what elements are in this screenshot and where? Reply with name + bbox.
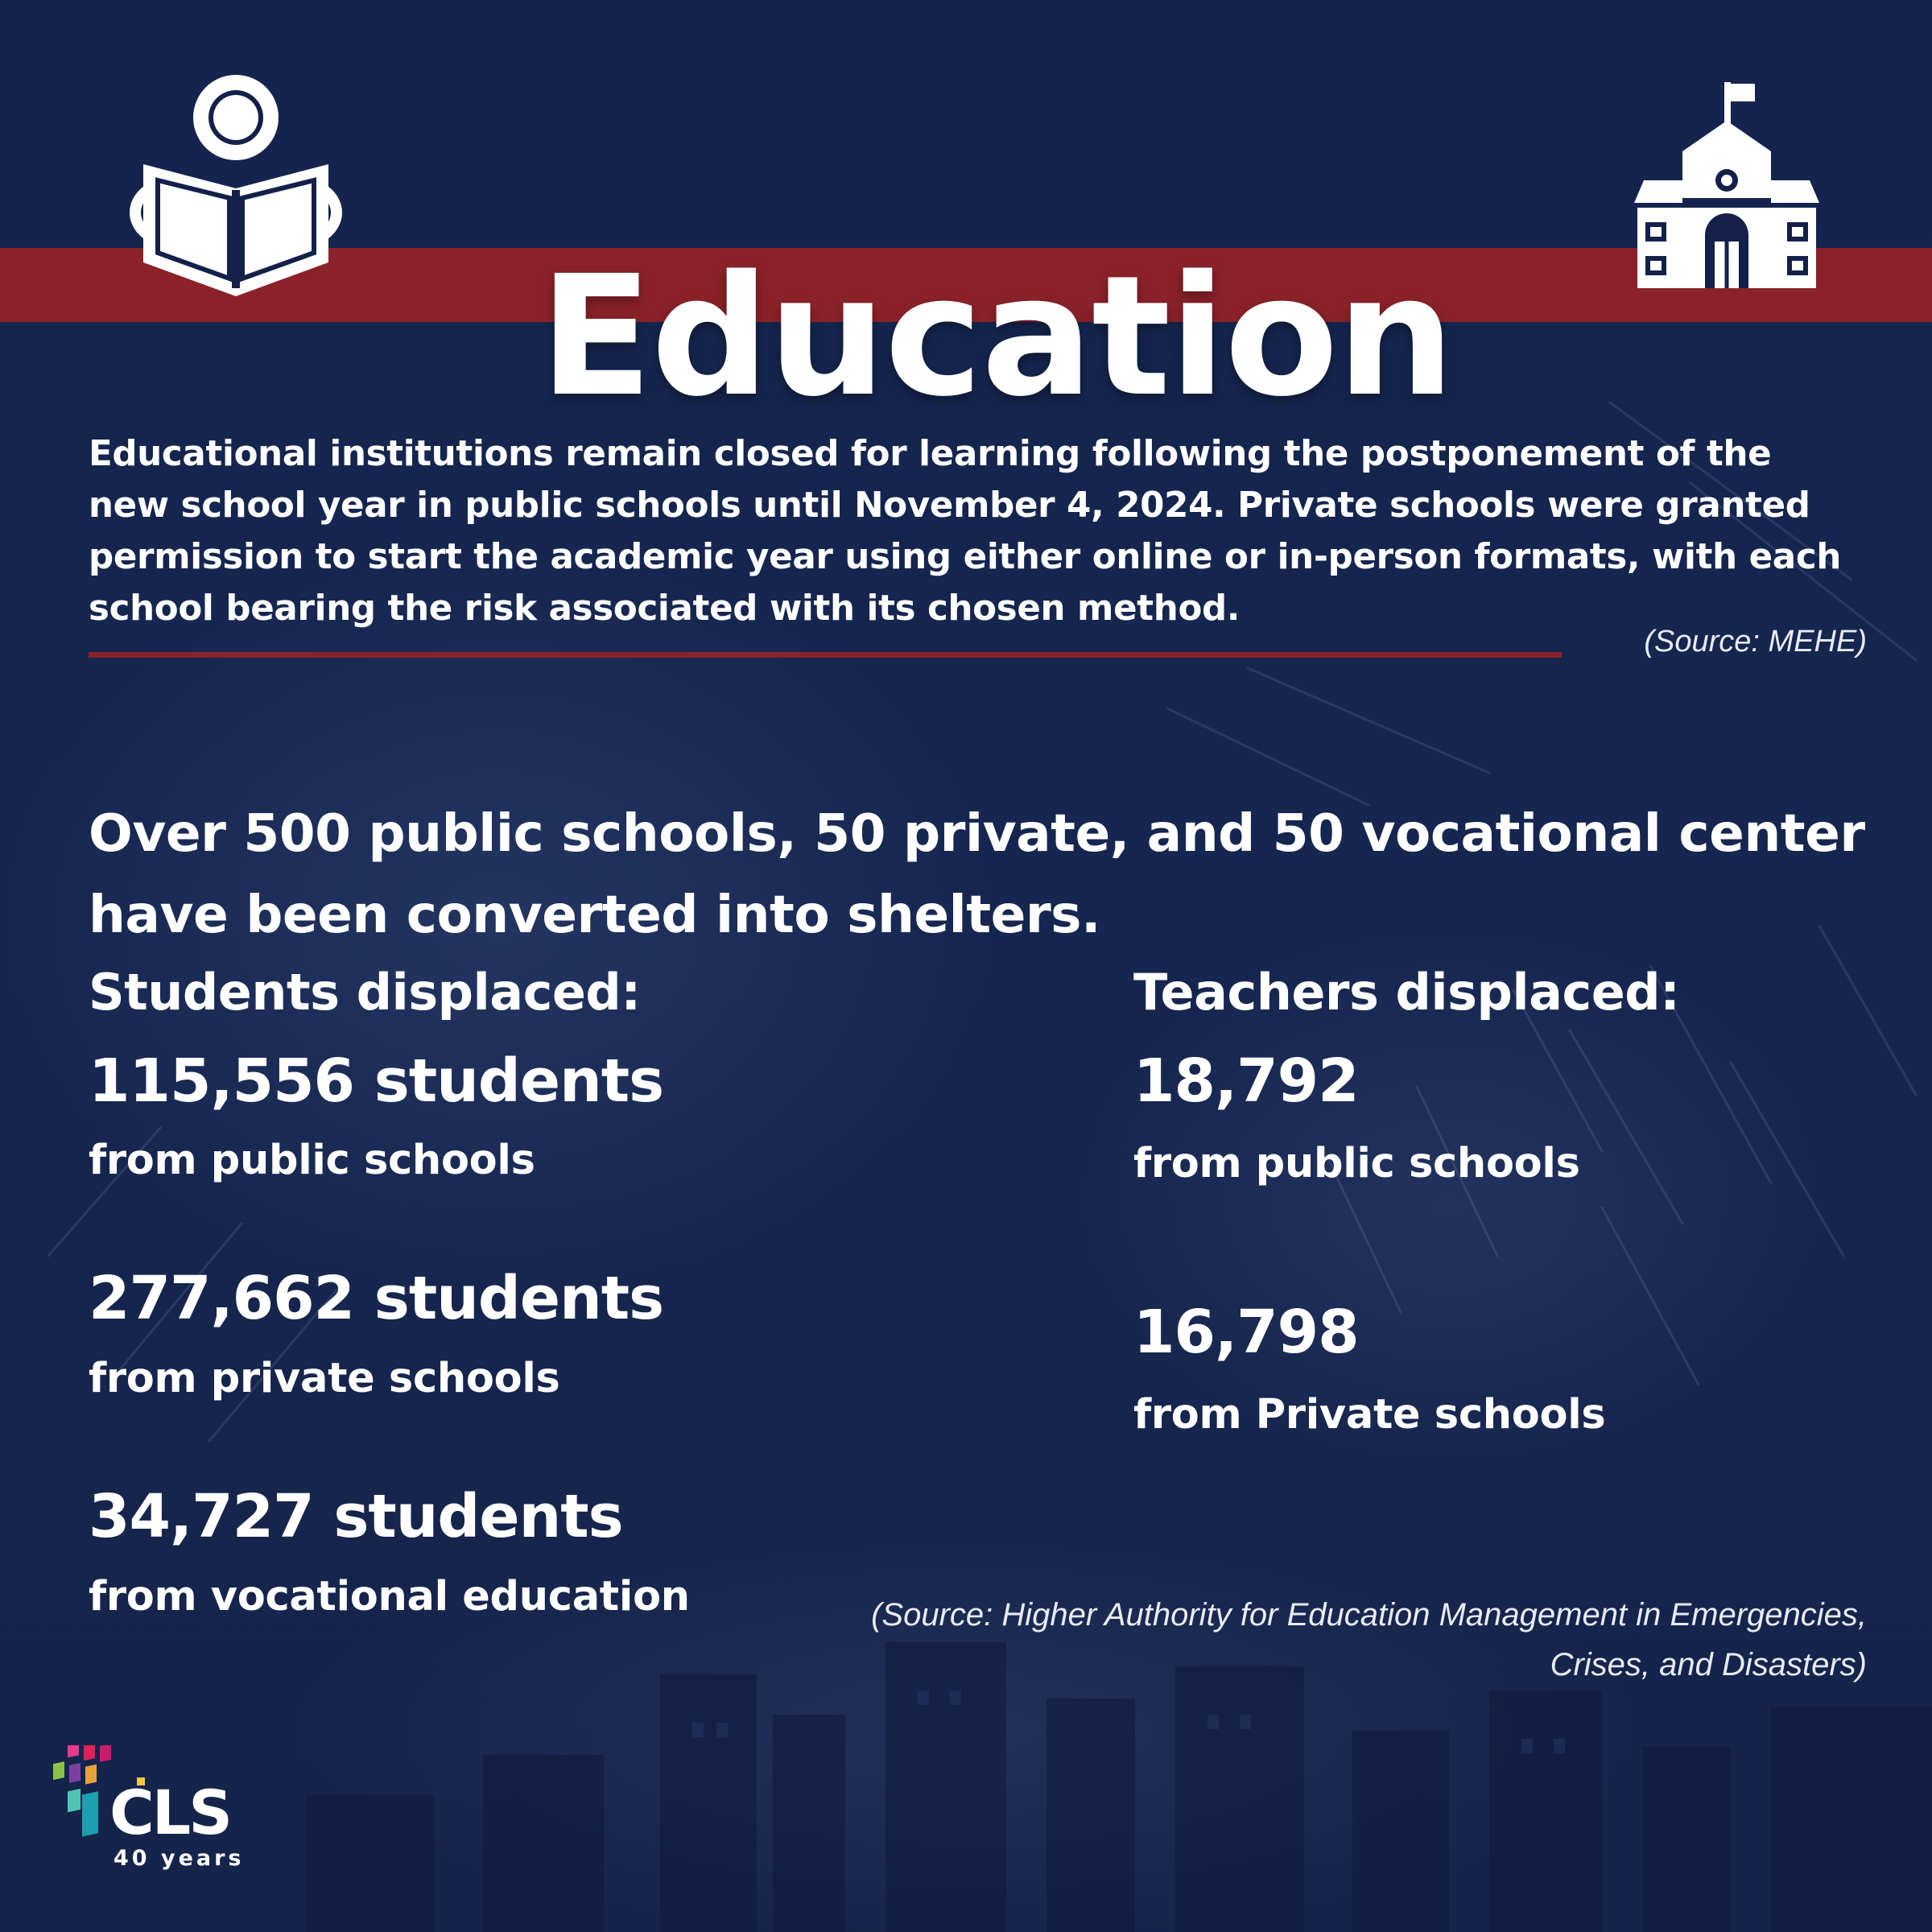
page-title: Education bbox=[539, 240, 1454, 434]
cls-logo-subtitle: 40 years bbox=[114, 1846, 245, 1871]
intro-paragraph: Educational institutions remain closed for learning following the postponement of the new school year in public schools until November 4, 2024. Private schools were granted permission to start the academic year using either online or in-person formats, with each school bearing the risk associated with its chosen method. bbox=[89, 433, 1841, 629]
intro-source: (Source: MEHE) bbox=[1644, 625, 1867, 658]
section-divider bbox=[89, 652, 1562, 658]
students-public-value: 115,556 students bbox=[89, 1046, 664, 1116]
students-public-label: from public schools bbox=[89, 1137, 535, 1184]
students-vocational-label: from vocational education bbox=[89, 1573, 690, 1620]
teachers-public-label: from public schools bbox=[1133, 1140, 1580, 1187]
teachers-private-value: 16,798 bbox=[1133, 1298, 1359, 1367]
cls-logo-text: CLS bbox=[109, 1777, 230, 1848]
cls-logo bbox=[50, 1745, 259, 1882]
students-private-label: from private schools bbox=[89, 1355, 560, 1402]
teachers-public-value: 18,792 bbox=[1133, 1046, 1359, 1116]
teachers-heading: Teachers displaced: bbox=[1133, 963, 1680, 1022]
students-vocational-value: 34,727 students bbox=[89, 1482, 623, 1551]
students-heading: Students displaced: bbox=[89, 963, 641, 1022]
shelter-headline: Over 500 public schools, 50 private, and 50 vocational center have been converted into shelters. bbox=[89, 803, 1865, 945]
displacement-source: (Source: Higher Authority for Education Management in Emergencies, Crises, and Disasters) bbox=[871, 1597, 1867, 1682]
school-building-icon bbox=[1634, 80, 1819, 291]
teachers-private-label: from Private schools bbox=[1133, 1391, 1606, 1439]
students-private-value: 277,662 students bbox=[89, 1264, 664, 1333]
reading-student-icon bbox=[119, 69, 353, 303]
